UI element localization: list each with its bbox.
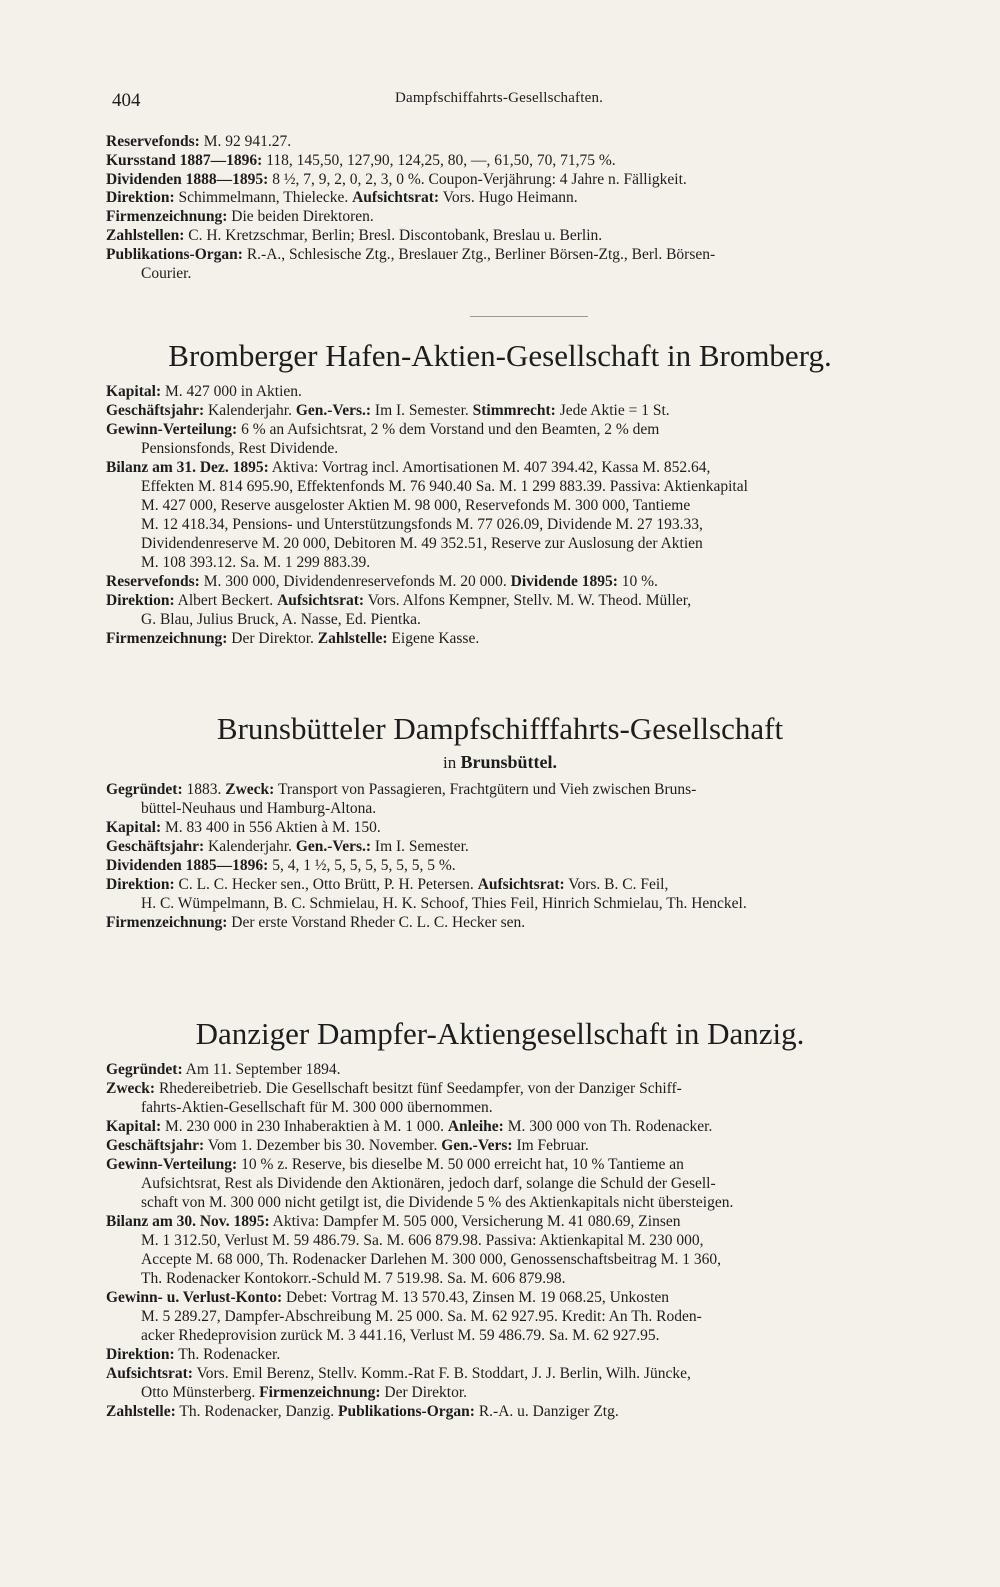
- bilanz-line-2: Effekten M. 814 695.90, Effektenfonds M. 76 940.40 Sa. M. 1 299 883.39. Passiva: Aktienkapital: [141, 478, 748, 495]
- publikations-line: Publikations-Organ: R.-A., Schlesische Ztg., Breslauer Ztg., Berliner Börsen-Ztg., Berl. Börsen-: [106, 246, 716, 263]
- publikations-continuation: Courier.: [141, 265, 192, 282]
- zweck-continuation: büttel-Neuhaus und Hamburg-Altona.: [141, 800, 377, 817]
- running-head: Dampfschiffahrts-Gesellschaften.: [395, 90, 604, 106]
- bilanz-line-5: Dividendenreserve M. 20 000, Debitoren M. 49 352.51, Reserve zur Auslosung der Aktien: [141, 535, 703, 552]
- bilanz-line-4: M. 12 418.34, Pensions- und Unterstützungsfonds M. 77 026.09, Dividende M. 27 193.33,: [141, 516, 703, 533]
- firmenzeichnung-line: Firmenzeichnung: Der erste Vorstand Rheder C. L. C. Hecker sen.: [106, 914, 526, 931]
- gewinn-verlust-konto-line: Gewinn- u. Verlust-Konto: Debet: Vortrag M. 13 570.43, Zinsen M. 19 068.25, Unkosten: [106, 1289, 670, 1306]
- bilanz-line: Bilanz am 30. Nov. 1895: Aktiva: Dampfer M. 505 000, Versicherung M. 41 080.69, Zinsen: [106, 1213, 681, 1230]
- direktion-line: Direktion: C. L. C. Hecker sen., Otto Brütt, P. H. Petersen. Aufsichtsrat: Vors. B. C. Feil,: [106, 876, 669, 893]
- bilanz-line-6: M. 108 393.12. Sa. M. 1 299 883.39.: [141, 554, 371, 571]
- bilanz-line-4: Th. Rodenacker Kontokorr.-Schuld M. 7 519.98. Sa. M. 606 879.98.: [141, 1270, 566, 1287]
- kapital-line: Kapital: M. 427 000 in Aktien.: [106, 383, 302, 400]
- gegruendet-line: Gegründet: 1883. Zweck: Transport von Passagieren, Frachtgütern und Vieh zwischen Bruns-: [106, 781, 697, 798]
- dividenden-line: Dividenden 1885—1896: 5, 4, 1 ½, 5, 5, 5, 5, 5, 5, 5 %.: [106, 857, 456, 874]
- bilanz-line: Bilanz am 31. Dez. 1895: Aktiva: Vortrag incl. Amortisationen M. 407 394.42, Kassa M. 852.64,: [106, 459, 711, 476]
- gegruendet-line: Gegründet: Am 11. September 1894.: [106, 1061, 341, 1078]
- section-title-danziger: Danziger Dampfer-Aktiengesellschaft in Danzig.: [195, 1016, 805, 1051]
- kapital-line: Kapital: M. 230 000 in 230 Inhaberaktien à M. 1 000. Anleihe: M. 300 000 von Th. Rodenacker.: [106, 1118, 713, 1135]
- geschaeftsjahr-line: Geschäftsjahr: Kalenderjahr. Gen.-Vers.: Im I. Semester.: [106, 838, 469, 855]
- direktion-line: Direktion: Albert Beckert. Aufsichtsrat: Vors. Alfons Kempner, Stellv. M. W. Theod. Müller,: [106, 592, 692, 609]
- section-subtitle-brunsbuetteler: in Brunsbüttel.: [442, 752, 557, 772]
- geschaeftsjahr-line: Geschäftsjahr: Kalenderjahr. Gen.-Vers.: Im I. Semester. Stimmrecht: Jede Aktie = 1 St.: [106, 402, 670, 419]
- firmenzeichnung-line: Firmenzeichnung: Der Direktor. Zahlstelle: Eigene Kasse.: [106, 630, 480, 647]
- gewinn-verteilung-line-3: schaft von M. 300 000 nicht getilgt ist, die Dividende 5 % des Aktienkapitals nicht übersteigen.: [141, 1194, 734, 1211]
- gewinn-verlust-konto-line-3: acker Rhedeprovision zurück M. 3 441.16, Verlust M. 59 486.79. Sa. M. 62 927.95.: [141, 1327, 660, 1344]
- bilanz-line-3: Accepte M. 68 000, Th. Rodenacker Darlehen M. 300 000, Genossenschaftsbeitrag M. 1 360,: [141, 1251, 721, 1268]
- firmenzeichnung-line: Firmenzeichnung: Die beiden Direktoren.: [106, 208, 374, 225]
- aufsichtsrat-line: Aufsichtsrat: Vors. Emil Berenz, Stellv. Komm.-Rat F. B. Stoddart, J. J. Berlin, Wilh. Jüncke,: [106, 1365, 691, 1382]
- gewinn-verteilung-line: Gewinn-Verteilung: 10 % z. Reserve, bis dieselbe M. 50 000 erreicht hat, 10 % Tantieme an: [106, 1156, 684, 1173]
- zweck-continuation: fahrts-Aktien-Gesellschaft für M. 300 000 übernommen.: [141, 1099, 493, 1116]
- gewinn-verteilung-line: Gewinn-Verteilung: 6 % an Aufsichtsrat, 2 % dem Vorstand und den Beamten, 2 % dem: [106, 421, 660, 438]
- reservefonds-line: Reservefonds: M. 92 941.27.: [106, 133, 292, 150]
- bilanz-line-3: M. 427 000, Reserve ausgeloster Aktien M. 98 000, Reservefonds M. 300 000, Tantieme: [141, 497, 691, 514]
- aufsichtsrat-continuation: H. C. Wümpelmann, B. C. Schmielau, H. K. Schoof, Thies Feil, Hinrich Schmielau, Th. Henckel.: [141, 895, 747, 912]
- zahlstellen-line: Zahlstellen: C. H. Kretzschmar, Berlin; Bresl. Discontobank, Breslau u. Berlin.: [106, 227, 603, 244]
- section-title-brunsbuetteler: Brunsbütteler Dampfschifffahrts-Gesellschaft: [216, 711, 784, 746]
- zahlstelle-line: Zahlstelle: Th. Rodenacker, Danzig. Publikations-Organ: R.-A. u. Danziger Ztg.: [106, 1403, 619, 1420]
- direktion-line: Direktion: Schimmelmann, Thielecke. Aufsichtsrat: Vors. Hugo Heimann.: [106, 189, 578, 206]
- reservefonds-line: Reservefonds: M. 300 000, Dividendenreservefonds M. 20 000. Dividende 1895: 10 %.: [106, 573, 658, 590]
- gewinn-verlust-konto-line-2: M. 5 289.27, Dampfer-Abschreibung M. 25 000. Sa. M. 62 927.95. Kredit: An Th. Roden-: [141, 1308, 702, 1325]
- direktion-line: Direktion: Th. Rodenacker.: [106, 1346, 281, 1363]
- section-divider: [470, 316, 588, 317]
- page-number: 404: [112, 90, 141, 111]
- section-title-bromberger: Bromberger Hafen-Aktien-Gesellschaft in Bromberg.: [168, 338, 832, 373]
- aufsichtsrat-continuation: Otto Münsterberg. Firmenzeichnung: Der Direktor.: [141, 1384, 468, 1401]
- geschaeftsjahr-line: Geschäftsjahr: Vom 1. Dezember bis 30. November. Gen.-Vers: Im Februar.: [106, 1137, 589, 1154]
- gewinn-verteilung-continuation: Pensionsfonds, Rest Dividende.: [141, 440, 339, 457]
- gewinn-verteilung-line-2: Aufsichtsrat, Rest als Dividende den Aktionären, jedoch darf, solange die Schuld der Gesell-: [141, 1175, 716, 1192]
- page-header: [0, 90, 1000, 114]
- kapital-line: Kapital: M. 83 400 in 556 Aktien à M. 150.: [106, 819, 381, 836]
- zweck-line: Zweck: Rhedereibetrieb. Die Gesellschaft besitzt fünf Seedampfer, von der Danziger Schiff-: [106, 1080, 682, 1097]
- aufsichtsrat-continuation: G. Blau, Julius Bruck, A. Nasse, Ed. Pientka.: [141, 611, 421, 628]
- kursstand-line: Kursstand 1887—1896: 118, 145,50, 127,90, 124,25, 80, —, 61,50, 70, 71,75 %.: [106, 152, 616, 169]
- bilanz-line-2: M. 1 312.50, Verlust M. 59 486.79. Sa. M. 606 879.98. Passiva: Aktienkapital M. 230 000,: [141, 1232, 704, 1249]
- dividenden-line: Dividenden 1888—1895: 8 ½, 7, 9, 2, 0, 2, 3, 0 %. Coupon-Verjährung: 4 Jahre n. Fälligkeit.: [106, 171, 687, 188]
